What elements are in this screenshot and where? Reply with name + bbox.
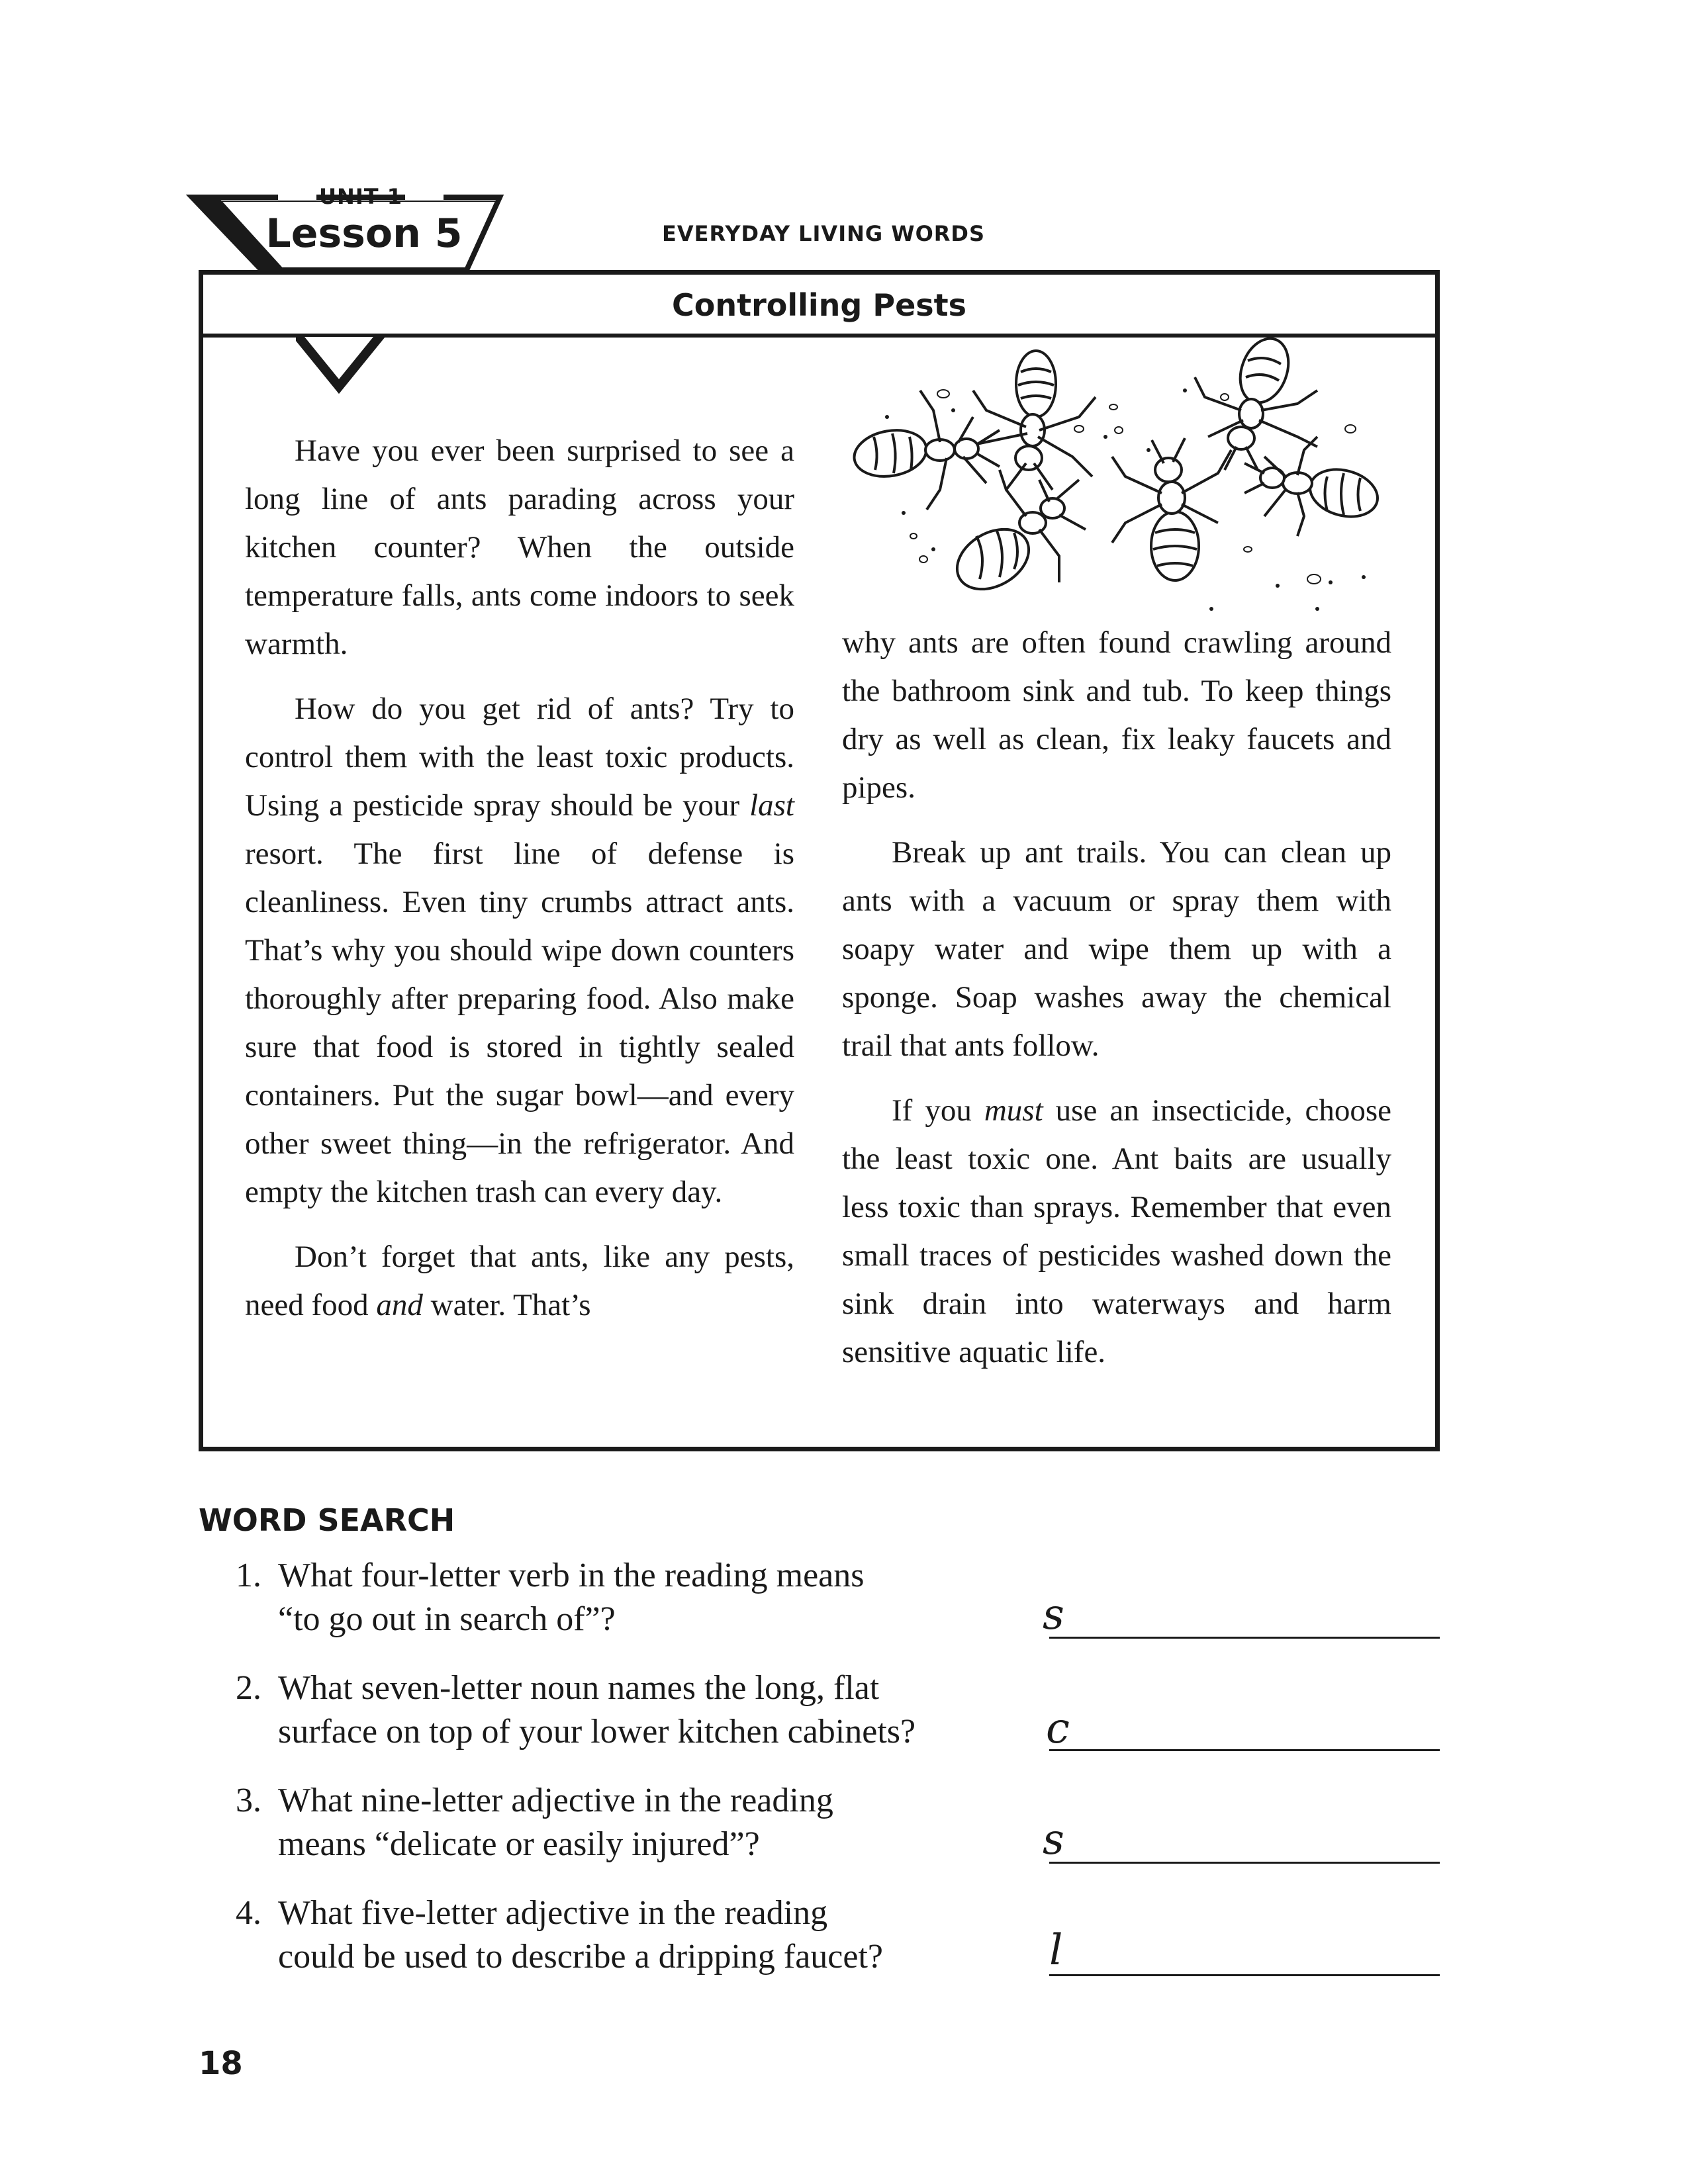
reading-left-column	[245, 427, 794, 1346]
question-text: “to go out in search of”?	[278, 1600, 616, 1638]
paragraph: Break up ant trails. You can clean up ants with a vacuum or spray them with soapy water and wipe them up with a sponge. Soap washes away the chemical trail that ants follow.	[842, 835, 1391, 1063]
reading-right-column	[842, 619, 1391, 1393]
answer-hint-letter: s	[1043, 1590, 1064, 1639]
question-number: 3.	[236, 1782, 261, 1819]
paragraph: If you must use an insecticide, choose the least toxic one. Ant baits are usually less toxic than sprays. Remember that even small traces of pesticides washed down the sink drain into waterways and harm sensitive aquatic life.	[842, 1093, 1391, 1369]
ants-illustration	[841, 331, 1397, 622]
answer-line[interactable]	[1049, 1749, 1440, 1751]
page-number: 18	[199, 2045, 243, 2082]
series-label: EVERYDAY LIVING WORDS	[662, 221, 986, 246]
answer-hint-letter: c	[1046, 1704, 1070, 1753]
unit-label: UNIT 1	[319, 184, 402, 209]
answer-line[interactable]	[1049, 1637, 1440, 1639]
question-text: What seven-letter noun names the long, flat	[278, 1669, 880, 1707]
paragraph: why ants are often found crawling around the bathroom sink and tub. To keep things dry as well as clean, fix leaky faucets and pipes.	[842, 625, 1391, 805]
paragraph: Have you ever been surprised to see a long line of ants parading across your kitchen counter? When the outside temperature falls, ants come indoors to seek warmth.	[245, 433, 794, 661]
question-number: 4.	[236, 1894, 261, 1932]
question-number: 1.	[236, 1557, 261, 1594]
paragraph: How do you get rid of ants? Try to control them with the least toxic products. Using a pesticide spray should be your last resort. The first line of defense is cleanliness. Even tiny crumbs attract ants. That’s why you should wipe down counters thoroughly after preparing food. Also make sure that food is stored in tightly sealed containers. Put the sugar bowl—and every other sweet thing—in the refrigerator. And empty the kitchen trash can every day.	[245, 692, 794, 1209]
question-text: What four-letter verb in the reading means	[278, 1557, 865, 1594]
answer-line[interactable]	[1049, 1974, 1440, 1976]
question-text: could be used to describe a dripping faucet?	[278, 1938, 883, 1976]
question-number: 2.	[236, 1669, 261, 1707]
answer-hint-letter: l	[1049, 1926, 1063, 1975]
answer-line[interactable]	[1049, 1862, 1440, 1864]
pointer-triangle-icon	[296, 334, 395, 396]
paragraph: Don’t forget that ants, like any pests, need food and water. That’s	[245, 1240, 794, 1322]
question-text: What nine-letter adjective in the reading	[278, 1782, 833, 1819]
question-text: surface on top of your lower kitchen cabinets?	[278, 1713, 916, 1751]
reading-title: Controlling Pests	[203, 275, 1435, 338]
question-text: What five-letter adjective in the reading	[278, 1894, 828, 1932]
word-search-heading: WORD SEARCH	[199, 1502, 455, 1538]
answer-hint-letter: s	[1043, 1815, 1064, 1864]
lesson-label: Lesson 5	[265, 210, 463, 257]
question-text: means “delicate or easily injured”?	[278, 1825, 760, 1863]
